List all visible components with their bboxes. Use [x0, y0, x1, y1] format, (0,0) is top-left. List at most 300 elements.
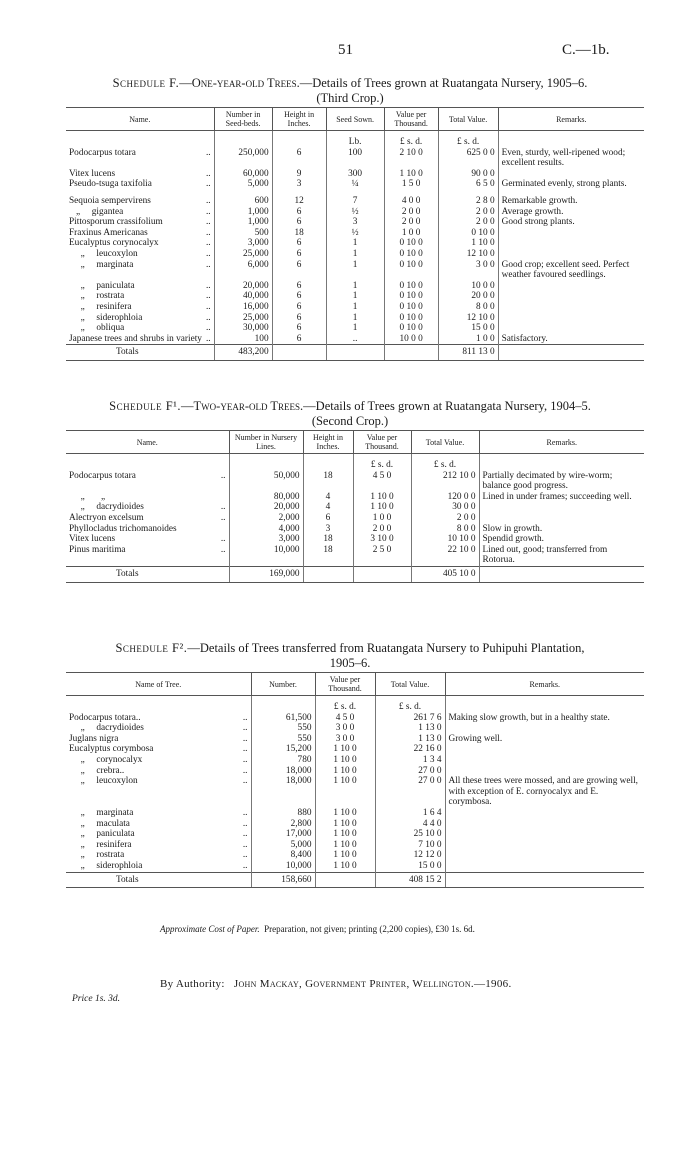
remarks-cell: Partially decimated by wire-worm; balance good progress. [479, 471, 644, 492]
number-cell: 61,500 [251, 713, 315, 724]
remarks-cell: Spendid growth. [479, 534, 644, 545]
total-cell: 30 0 0 [411, 502, 479, 513]
leader-dots: .. [242, 829, 248, 840]
leader-dots: .. [205, 147, 211, 158]
tree-name-text: Japanese trees and shrubs in variety [69, 333, 202, 344]
remarks-cell [445, 744, 644, 755]
remarks-cell [498, 281, 644, 292]
table-row [66, 850, 644, 861]
remarks-cell: Average growth. [498, 207, 644, 218]
tree-name [69, 861, 248, 872]
seed-cell: 1 [326, 281, 384, 292]
totals-value: 408 15 2 [375, 872, 445, 888]
column-header: Name of Tree. [66, 673, 251, 696]
tree-name [69, 281, 211, 292]
tree-name-cell [66, 190, 214, 207]
number-cell: 20,000 [229, 502, 303, 513]
value-cell: 1 10 0 [315, 808, 375, 819]
schedule-f-heading [50, 76, 650, 106]
table-row [66, 744, 644, 755]
schedule-subtitle: 1905–6. [329, 656, 371, 670]
remarks-cell [498, 238, 644, 249]
tree-name [69, 291, 211, 302]
value-cell: 10 0 0 [384, 334, 438, 345]
total-cell: 3 0 0 [438, 260, 498, 281]
tree-name-text: Podocarpus totara [69, 470, 136, 481]
remarks-cell [498, 323, 644, 334]
height-cell: 6 [272, 291, 326, 302]
value-cell: 0 10 0 [384, 291, 438, 302]
unit-cell: £ s. d. [315, 696, 375, 713]
tree-name [69, 471, 226, 482]
number-cell: 15,200 [251, 744, 315, 755]
units-row [66, 131, 644, 148]
tree-name [69, 734, 248, 745]
unit-cell: £ s. d. [438, 131, 498, 148]
number-cell: 3,000 [229, 534, 303, 545]
number-cell: 16,000 [214, 302, 272, 313]
empty-cell [498, 345, 644, 361]
unit-cell [445, 696, 644, 713]
seed-cell: ¼ [326, 179, 384, 190]
column-header: Value per Thousand. [353, 431, 411, 454]
unit-cell: £ s. d. [411, 454, 479, 471]
table-row [66, 207, 644, 218]
total-cell: 2 0 0 [438, 207, 498, 218]
value-cell: 0 10 0 [384, 249, 438, 260]
remarks-cell [445, 829, 644, 840]
table-row [66, 819, 644, 830]
height-cell: 6 [272, 302, 326, 313]
totals-number: 158,660 [251, 872, 315, 888]
value-cell: 2 10 0 [384, 148, 438, 169]
leader-dots: .. [205, 323, 211, 334]
number-cell: 20,000 [214, 281, 272, 292]
number-cell: 880 [251, 808, 315, 819]
tree-name [69, 302, 211, 313]
tree-name-cell [66, 228, 214, 239]
tree-name-cell [66, 808, 251, 819]
tree-name-text: „ gigantea [69, 206, 124, 217]
table-row [66, 766, 644, 777]
leader-dots: .. [242, 807, 248, 818]
leader-dots: .. [242, 733, 248, 744]
total-cell: 1 10 0 [438, 238, 498, 249]
total-cell: 7 10 0 [375, 840, 445, 851]
number-cell: 60,000 [214, 169, 272, 180]
table-row [66, 281, 644, 292]
remarks-cell: Lined in under frames; succeeding well. [479, 492, 644, 503]
number-cell: 780 [251, 755, 315, 766]
total-cell: 1 13 0 [375, 734, 445, 745]
table-row [66, 190, 644, 207]
tree-name-cell [66, 238, 214, 249]
empty-cell [326, 345, 384, 361]
total-cell: 22 10 0 [411, 545, 479, 567]
table-row [66, 471, 644, 492]
number-cell: 600 [214, 190, 272, 207]
seed-cell: 1 [326, 291, 384, 302]
seed-cell: 1 [326, 249, 384, 260]
tree-name-text: „ leucoxylon [69, 248, 138, 259]
column-header: Number. [251, 673, 315, 696]
tree-name [69, 334, 211, 345]
value-cell: 1 10 0 [315, 840, 375, 851]
height-cell: 6 [272, 313, 326, 324]
tree-name-text: „ corynocalyx [69, 754, 143, 765]
number-cell: 2,800 [251, 819, 315, 830]
tree-name-text: „ crebra.. [69, 765, 125, 776]
tree-name-cell [66, 723, 251, 734]
total-cell: 120 0 0 [411, 492, 479, 503]
tree-name [69, 723, 248, 734]
remarks-cell [498, 249, 644, 260]
value-cell: 0 10 0 [384, 323, 438, 334]
total-cell: 27 0 0 [375, 776, 445, 808]
number-cell: 250,000 [214, 148, 272, 169]
tree-name-cell [66, 323, 214, 334]
leader-dots: .. [242, 860, 248, 871]
leader-dots: .. [242, 839, 248, 850]
leader-dots [222, 492, 226, 503]
tree-name [69, 545, 226, 556]
tree-name-cell [66, 249, 214, 260]
cost-label: Approximate Cost of Paper. [160, 924, 260, 934]
column-header: Number in Nursery Lines. [229, 431, 303, 454]
number-cell: 40,000 [214, 291, 272, 302]
number-cell: 17,000 [251, 829, 315, 840]
leader-dots: .. [205, 179, 211, 190]
column-header: Seed Sown. [326, 108, 384, 131]
totals-value: 405 10 0 [411, 566, 479, 582]
seed-cell: 1 [326, 302, 384, 313]
table-row [66, 534, 644, 545]
value-cell: 2 5 0 [353, 545, 411, 567]
unit-cell [303, 454, 353, 471]
value-cell: 1 10 0 [315, 744, 375, 755]
number-cell: 500 [214, 228, 272, 239]
tree-name-text: „ rostrata [69, 850, 125, 861]
authority-label: By Authority: [160, 978, 225, 990]
tree-name-text: „ siderophloia [69, 860, 143, 871]
unit-cell [251, 696, 315, 713]
totals-number: 169,000 [229, 566, 303, 582]
price: Price 1s. 3d. [72, 994, 121, 1004]
tree-name-text: „ paniculata [69, 829, 135, 840]
tree-name-text: Eucalyptus corymbosa [69, 744, 154, 755]
schedule-f-table [66, 107, 644, 361]
table-row [66, 713, 644, 724]
remarks-cell [498, 302, 644, 313]
tree-name [69, 492, 226, 503]
tree-name [69, 766, 248, 777]
remarks-cell [498, 228, 644, 239]
leader-dots: .. [205, 280, 211, 291]
remarks-cell [498, 313, 644, 324]
tree-name-text: Vitex lucens [69, 534, 116, 545]
tree-name-text: „ maculata [69, 818, 130, 829]
tree-name [69, 179, 211, 190]
leader-dots: .. [220, 470, 226, 481]
remarks-cell: Lined out, good; transferred from Rotorua. [479, 545, 644, 567]
leader-dots: .. [205, 259, 211, 270]
value-cell: 1 10 0 [315, 755, 375, 766]
tree-name-cell [66, 313, 214, 324]
total-cell: 6 5 0 [438, 179, 498, 190]
remarks-cell [445, 840, 644, 851]
total-cell: 20 0 0 [438, 291, 498, 302]
remarks-cell: Good strong plants. [498, 217, 644, 228]
unit-cell [479, 454, 644, 471]
tree-name [69, 755, 248, 766]
column-header: Value per Thousand. [315, 673, 375, 696]
height-cell: 4 [303, 502, 353, 513]
tree-name [69, 249, 211, 260]
tree-name-text: „ leucoxylon [69, 776, 138, 787]
number-cell: 4,000 [229, 524, 303, 535]
seed-cell: .. [326, 334, 384, 345]
leader-dots: .. [205, 238, 211, 249]
tree-name [69, 850, 248, 861]
column-header: Remarks. [445, 673, 644, 696]
schedule-f2-table [66, 672, 644, 888]
leader-dots [222, 524, 226, 535]
leader-dots: .. [205, 206, 211, 217]
value-cell: 2 0 0 [384, 217, 438, 228]
tree-name-cell [66, 861, 251, 872]
total-cell: 625 0 0 [438, 148, 498, 169]
leader-dots: .. [242, 776, 248, 787]
tree-name-text: „ „ [69, 491, 106, 502]
tree-name [69, 840, 248, 851]
empty-cell [315, 872, 375, 888]
leader-dots: .. [205, 333, 211, 344]
unit-cell [66, 131, 214, 148]
table-row [66, 776, 644, 808]
schedule-f1-table [66, 430, 644, 583]
column-header: Total Value. [438, 108, 498, 131]
unit-cell [229, 454, 303, 471]
remarks-cell [479, 502, 644, 513]
number-cell: 10,000 [251, 861, 315, 872]
tree-name-cell [66, 734, 251, 745]
schedule-title-caps: —Two-year-old Trees. [181, 399, 304, 413]
tree-name-text: „ dacrydioides [69, 502, 144, 513]
cost-text: Preparation, not given; printing (2,200 copies), £30 1s. 6d. [264, 924, 475, 934]
tree-name [69, 524, 226, 535]
remarks-cell [445, 755, 644, 766]
authority-name: John Mackay, Government Printer, Wellington.—1906. [233, 978, 512, 990]
table-row [66, 502, 644, 513]
tree-name-cell [66, 148, 214, 169]
totals-row [66, 566, 644, 582]
tree-name [69, 217, 211, 228]
tree-name [69, 776, 248, 787]
value-cell: 3 10 0 [353, 534, 411, 545]
value-cell: 1 0 0 [384, 228, 438, 239]
tree-name [69, 238, 211, 249]
height-cell: 6 [272, 260, 326, 281]
totals-label: Totals [66, 345, 214, 361]
tree-name [69, 513, 226, 524]
remarks-cell [445, 850, 644, 861]
table-row [66, 334, 644, 345]
empty-cell [384, 345, 438, 361]
remarks-cell: Good crop; excellent seed. Perfect weather favoured seedlings. [498, 260, 644, 281]
total-cell: 10 0 0 [438, 281, 498, 292]
remarks-cell [498, 169, 644, 180]
tree-name-cell [66, 291, 214, 302]
remarks-cell: Satisfactory. [498, 334, 644, 345]
tree-name-cell [66, 492, 229, 503]
table-row [66, 249, 644, 260]
tree-name-cell [66, 524, 229, 535]
tree-name-text: „ rostrata [69, 291, 125, 302]
tree-name-cell [66, 281, 214, 292]
value-cell: 4 5 0 [315, 713, 375, 724]
column-header: Total Value. [411, 431, 479, 454]
leader-dots: .. [205, 227, 211, 238]
table-row [66, 238, 644, 249]
remarks-cell: Germinated evenly, strong plants. [498, 179, 644, 190]
schedule-title-caps: —One-year-old Trees. [179, 76, 300, 90]
remarks-cell: All these trees were mossed, and are growing well, with exception of E. cornyocalyx and E. corymbosa. [445, 776, 644, 808]
tree-name-cell [66, 840, 251, 851]
height-cell: 18 [272, 228, 326, 239]
table-row [66, 323, 644, 334]
tree-name-cell [66, 829, 251, 840]
total-cell: 261 7 6 [375, 713, 445, 724]
leader-dots: .. [242, 723, 248, 734]
leader-dots: .. [242, 850, 248, 861]
unit-cell: £ s. d. [353, 454, 411, 471]
total-cell: 8 0 0 [411, 524, 479, 535]
tree-name-cell [66, 169, 214, 180]
units-row [66, 696, 644, 713]
tree-name [69, 808, 248, 819]
total-cell: 2 8 0 [438, 190, 498, 207]
total-cell: 4 4 0 [375, 819, 445, 830]
table-row [66, 755, 644, 766]
column-header: Name. [66, 431, 229, 454]
number-cell: 25,000 [214, 249, 272, 260]
leader-dots: .. [205, 217, 211, 228]
remarks-cell [445, 861, 644, 872]
printer-authority [160, 978, 512, 990]
tree-name-text: „ obliqua [69, 323, 125, 334]
value-cell: 0 10 0 [384, 302, 438, 313]
tree-name-cell [66, 545, 229, 567]
table-row [66, 260, 644, 281]
page-number: 51 [338, 42, 353, 58]
tree-name-cell [66, 713, 251, 724]
leader-dots: .. [242, 754, 248, 765]
tree-name-cell [66, 217, 214, 228]
schedule-label: Schedule F. [112, 76, 180, 90]
total-cell: 8 0 0 [438, 302, 498, 313]
table-row [66, 734, 644, 745]
total-cell: 12 12 0 [375, 850, 445, 861]
tree-name-cell [66, 819, 251, 830]
leader-dots: .. [205, 312, 211, 323]
leader-dots: .. [242, 712, 248, 723]
seed-cell: 1 [326, 313, 384, 324]
column-header: Remarks. [498, 108, 644, 131]
tree-name-text: Podocarpus totara.. [69, 712, 141, 723]
number-cell: 10,000 [229, 545, 303, 567]
tree-name-text: Phyllocladus trichomanoides [69, 523, 177, 534]
value-cell: 1 10 0 [315, 766, 375, 777]
tree-name-text: „ resinifera [69, 301, 132, 312]
tree-name-text: Alectryon excelsum [69, 512, 144, 523]
tree-name-cell [66, 850, 251, 861]
seed-cell: 300 [326, 169, 384, 180]
value-cell: 1 10 0 [353, 502, 411, 513]
tree-name-text: „ marginata [69, 259, 134, 270]
tree-name-cell [66, 744, 251, 755]
empty-cell [353, 566, 411, 582]
unit-cell [272, 131, 326, 148]
remarks-cell [445, 766, 644, 777]
height-cell: 6 [272, 207, 326, 218]
tree-name-text: „ paniculata [69, 280, 135, 291]
table-row [66, 302, 644, 313]
tree-name [69, 534, 226, 545]
totals-label: Totals [66, 566, 229, 582]
tree-name-cell [66, 260, 214, 281]
total-cell: 10 10 0 [411, 534, 479, 545]
leader-dots: .. [242, 744, 248, 755]
total-cell: 1 0 0 [438, 334, 498, 345]
height-cell: 4 [303, 492, 353, 503]
cost-note [160, 924, 475, 934]
total-cell: 15 0 0 [438, 323, 498, 334]
tree-name-cell [66, 513, 229, 524]
value-cell: 1 10 0 [353, 492, 411, 503]
tree-name-cell [66, 755, 251, 766]
tree-name-text: Podocarpus totara [69, 147, 136, 158]
tree-name-text: „ dacrydioides [69, 723, 144, 734]
schedule-title: —Details of Trees grown at Ruatangata Nursery, 1905–6. [299, 76, 588, 90]
leader-dots: .. [205, 195, 211, 206]
tree-name [69, 207, 211, 218]
seed-cell: ½ [326, 228, 384, 239]
leader-dots: .. [220, 544, 226, 555]
height-cell: 3 [272, 179, 326, 190]
value-cell: 1 10 0 [315, 829, 375, 840]
tree-name [69, 148, 211, 159]
seed-cell: 3 [326, 217, 384, 228]
table-row [66, 148, 644, 169]
unit-cell [66, 454, 229, 471]
schedule-f1-heading [50, 399, 650, 429]
empty-cell [479, 566, 644, 582]
empty-cell [303, 566, 353, 582]
tree-name-cell [66, 179, 214, 190]
remarks-cell: Growing well. [445, 734, 644, 745]
tree-name-text: „ resinifera [69, 839, 132, 850]
number-cell: 1,000 [214, 217, 272, 228]
schedule-f2-heading [50, 641, 650, 671]
total-cell: 12 10 0 [438, 249, 498, 260]
unit-cell: Lb. [326, 131, 384, 148]
value-cell: 3 0 0 [315, 723, 375, 734]
leader-dots: .. [242, 818, 248, 829]
tree-name [69, 744, 248, 755]
remarks-cell [498, 291, 644, 302]
remarks-cell: Making slow growth, but in a healthy state. [445, 713, 644, 724]
column-header: Total Value. [375, 673, 445, 696]
